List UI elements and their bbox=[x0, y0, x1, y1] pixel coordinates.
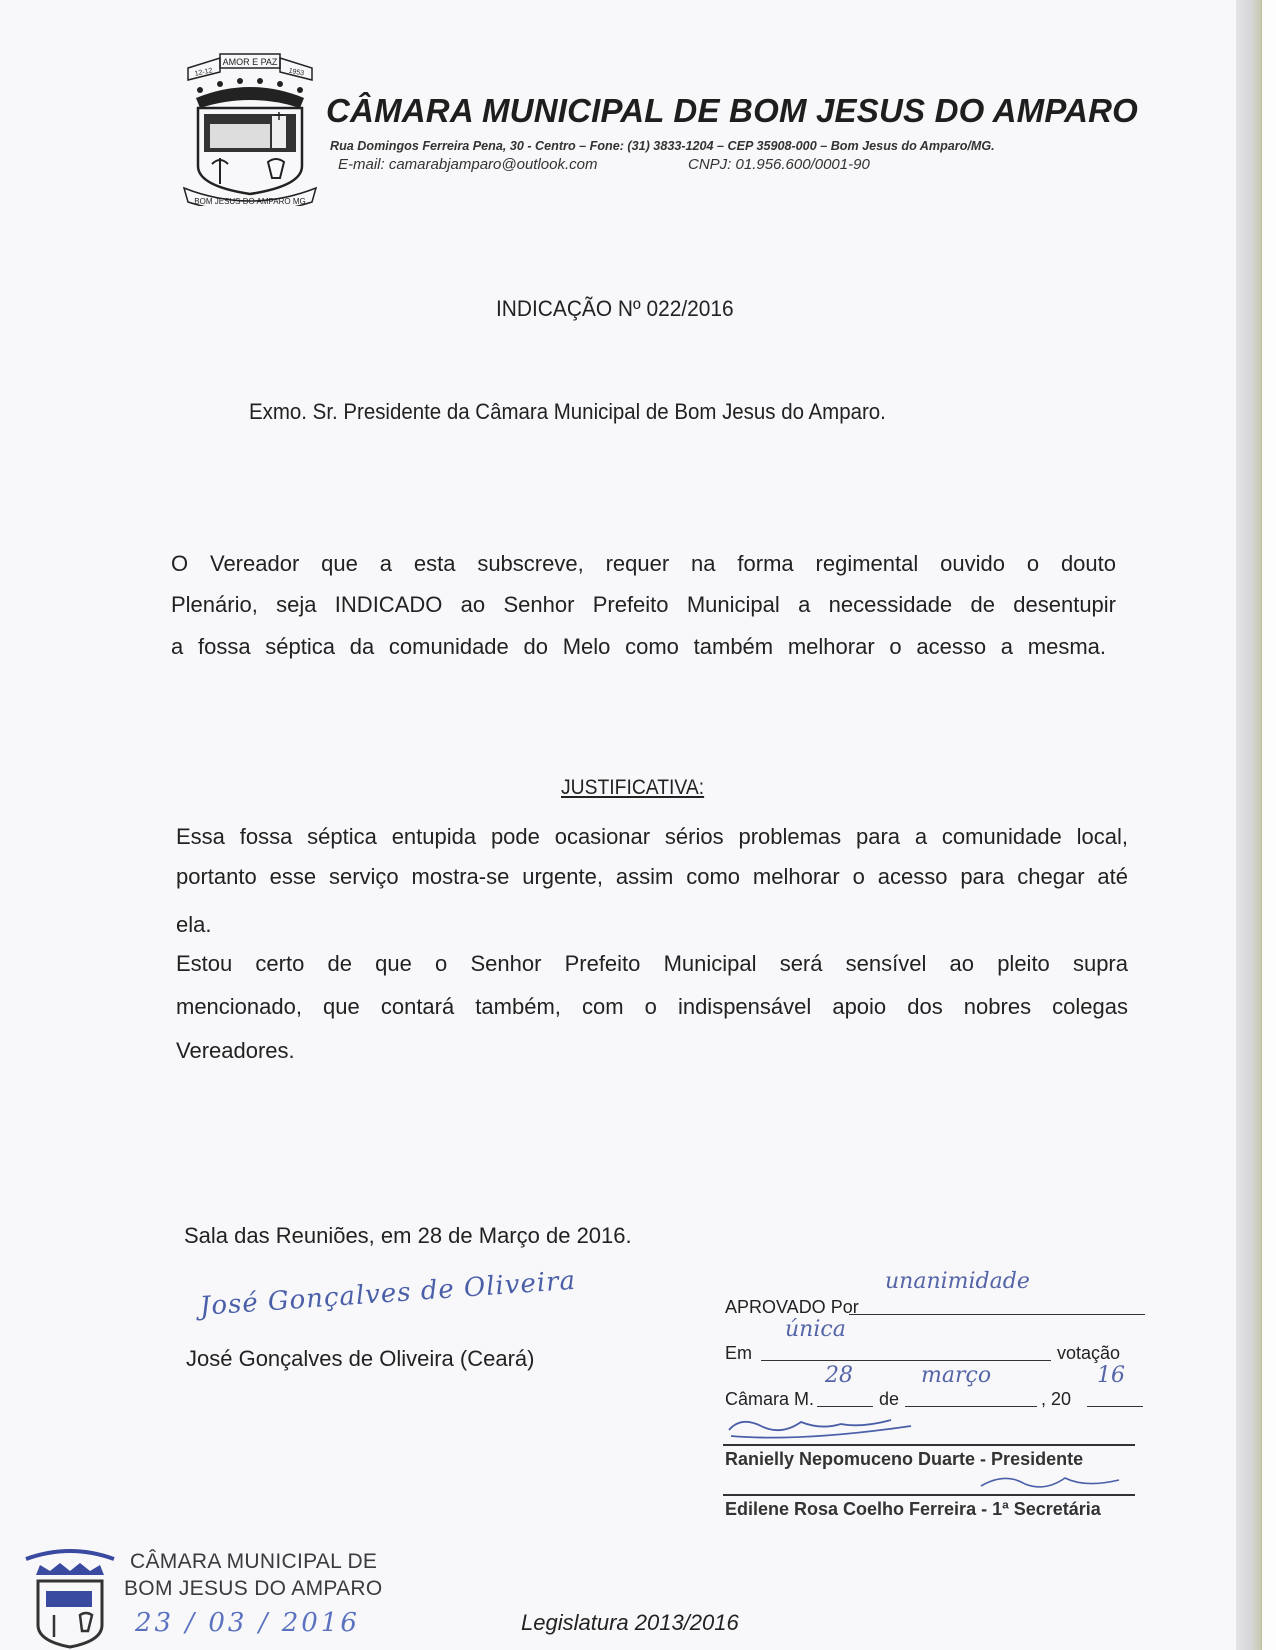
scan-shadow-edge bbox=[1236, 0, 1262, 1650]
institution-cnpj: CNPJ: 01.956.600/0001-90 bbox=[688, 156, 870, 173]
stamp-line-2: BOM JESUS DO AMPARO bbox=[124, 1577, 383, 1600]
justification-heading: JUSTIFICATIVA: bbox=[561, 776, 705, 799]
month-handwritten: março bbox=[921, 1363, 992, 1388]
stamp-received-date: 23 / 03 / 2016 bbox=[135, 1608, 360, 1638]
stamp-line-1: CÂMARA MUNICIPAL DE bbox=[130, 1550, 378, 1573]
scan-outer-margin bbox=[1262, 0, 1276, 1650]
crest-date-left: 12-12 bbox=[194, 67, 214, 78]
in-label: Em bbox=[725, 1343, 752, 1363]
document-title: INDICAÇÃO Nº 022/2016 bbox=[496, 296, 734, 321]
year-handwritten: 16 bbox=[1097, 1363, 1125, 1388]
approved-by-underline bbox=[849, 1314, 1145, 1315]
crest-motto: AMOR E PAZ bbox=[222, 57, 278, 67]
institution-address: Rua Domingos Ferreira Pena, 30 - Centro – Fone: (31) 3833-1204 – CEP 35908-000 – Bom Jesus do Amparo/MG. bbox=[330, 139, 995, 153]
in-underline bbox=[761, 1360, 1051, 1361]
paragraph-line: portanto esse serviço mostra-se urgente, assim como melhorar o acesso para chegar até bbox=[176, 864, 1128, 889]
received-stamp-crest bbox=[20, 1545, 120, 1650]
approval-block bbox=[725, 1270, 1145, 1520]
legislature-footer: Legislatura 2013/2016 bbox=[521, 1610, 739, 1635]
vote-label: votação bbox=[1057, 1343, 1121, 1363]
month-underline bbox=[905, 1406, 1037, 1407]
institution-name: CÂMARA MUNICIPAL DE BOM JESUS DO AMPARO bbox=[326, 92, 1139, 129]
paragraph-line: ela. bbox=[176, 912, 212, 937]
year-underline bbox=[1087, 1406, 1143, 1407]
in-handwritten: única bbox=[785, 1317, 846, 1342]
year-prefix: , 20 bbox=[1041, 1389, 1072, 1409]
salutation: Exmo. Sr. Presidente da Câmara Municipal de Bom Jesus do Amparo. bbox=[249, 399, 886, 424]
signer-name: José Gonçalves de Oliveira (Ceará) bbox=[186, 1346, 535, 1371]
place-and-date: Sala das Reuniões, em 28 de Março de 2016. bbox=[184, 1223, 632, 1248]
day-handwritten: 28 bbox=[825, 1363, 853, 1388]
president-signature-line bbox=[723, 1444, 1135, 1446]
approved-by-label: APROVADO Por bbox=[725, 1297, 859, 1317]
president-signature-scribble bbox=[721, 1412, 921, 1442]
of-label: de bbox=[879, 1389, 900, 1409]
chamber-label: Câmara M. bbox=[725, 1389, 815, 1409]
secretary-name: Edilene Rosa Coelho Ferreira - 1ª Secretária bbox=[725, 1499, 1101, 1519]
paragraph-line: mencionado, que contará também, com o indispensável apoio dos nobres colegas bbox=[176, 994, 1128, 1019]
approved-by-handwritten: unanimidade bbox=[885, 1269, 1030, 1294]
president-name: Ranielly Nepomuceno Duarte - Presidente bbox=[725, 1449, 1084, 1469]
day-underline bbox=[817, 1406, 873, 1407]
crest-date-right: 1953 bbox=[287, 67, 305, 78]
paragraph-line: Vereadores. bbox=[176, 1038, 295, 1063]
paragraph-line: Estou certo de que o Senhor Prefeito Municipal será sensível ao pleito supra bbox=[176, 951, 1128, 976]
paragraph-line: a fossa séptica da comunidade do Melo como também melhorar o acesso a mesma. bbox=[171, 634, 1106, 659]
institution-email: E-mail: camarabjamparo@outlook.com bbox=[338, 156, 598, 173]
secretary-signature-line bbox=[723, 1494, 1135, 1496]
municipal-crest-logo bbox=[180, 46, 328, 206]
paragraph-line: Plenário, seja INDICADO ao Senhor Prefeito Municipal a necessidade de desentupir bbox=[171, 592, 1116, 617]
handwritten-signature-councilor: José Gonçalves de Oliveira bbox=[198, 1265, 578, 1322]
crest-town-banner: BOM JESUS DO AMPARO MG bbox=[194, 197, 306, 206]
paragraph-line: Essa fossa séptica entupida pode ocasionar sérios problemas para a comunidade local, bbox=[176, 824, 1128, 849]
secretary-signature-scribble bbox=[975, 1470, 1125, 1494]
paragraph-line: O Vereador que a esta subscreve, requer na forma regimental ouvido o douto bbox=[171, 551, 1116, 576]
